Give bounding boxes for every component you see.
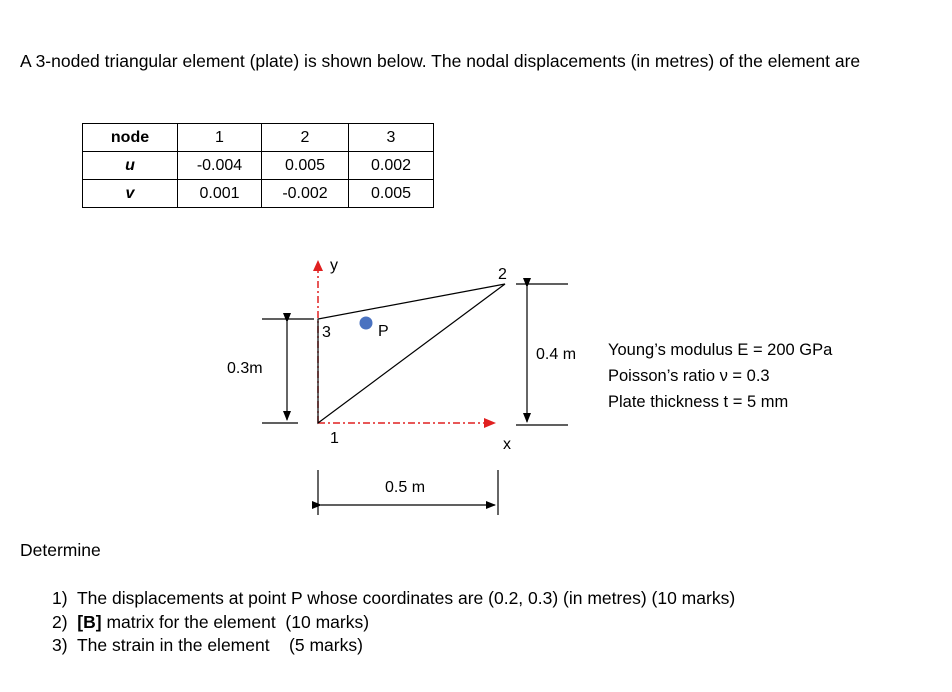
y-axis-arrowhead (313, 260, 323, 271)
axis-x-label: x (503, 436, 511, 453)
task-text: The strain in the element (5 marks) (76, 635, 363, 655)
material-properties (608, 337, 832, 415)
task-item (52, 634, 735, 658)
task-item (52, 611, 735, 635)
table-header-cell: node (83, 124, 178, 152)
row-label-u: u (83, 152, 178, 180)
point-p-label: P (378, 323, 389, 340)
task-number: 2) (52, 611, 68, 632)
triangle-element (318, 284, 505, 423)
node-label-1: 1 (330, 430, 339, 447)
node-label-2: 2 (498, 266, 507, 283)
task-number: 1) (52, 588, 68, 608)
table-header-cell: 1 (178, 124, 262, 152)
table-header-cell: 3 (349, 124, 434, 152)
youngs-modulus: Young’s modulus E = 200 GPa (608, 341, 833, 359)
table-cell: -0.004 (178, 152, 262, 180)
dim-left-label: 0.3m (227, 360, 263, 377)
problem-intro: A 3-noded triangular element (plate) is shown below. The nodal displacements (in metres) of the element are (20, 51, 861, 71)
table-cell: 0.005 (349, 180, 434, 208)
poissons-ratio: Poisson’s ratio ν = 0.3 (608, 367, 770, 385)
plate-thickness: Plate thickness t = 5 mm (608, 393, 789, 411)
x-axis-arrowhead (484, 418, 496, 428)
task-text: matrix for the element (10 marks) (101, 611, 370, 632)
point-p-marker (360, 317, 373, 330)
dim-right-label: 0.4 m (536, 346, 577, 363)
table-cell: 0.001 (178, 180, 262, 208)
table-header-cell: 2 (262, 124, 349, 152)
table-cell: 0.002 (349, 152, 434, 180)
task-number: 3) (52, 635, 68, 655)
task-item (52, 587, 735, 611)
row-label-v: v (83, 180, 178, 208)
axis-y-label: y (330, 257, 338, 274)
dim-bottom-label: 0.5 m (385, 479, 426, 496)
table-cell: -0.002 (262, 180, 349, 208)
task-list (52, 587, 735, 658)
table-cell: 0.005 (262, 152, 349, 180)
node-label-3: 3 (322, 324, 331, 341)
task-bold-term: [B] (77, 611, 102, 632)
task-text: The displacements at point P whose coordinates are (0.2, 0.3) (in metres) (10 marks) (76, 588, 736, 608)
determine-heading: Determine (20, 540, 101, 560)
